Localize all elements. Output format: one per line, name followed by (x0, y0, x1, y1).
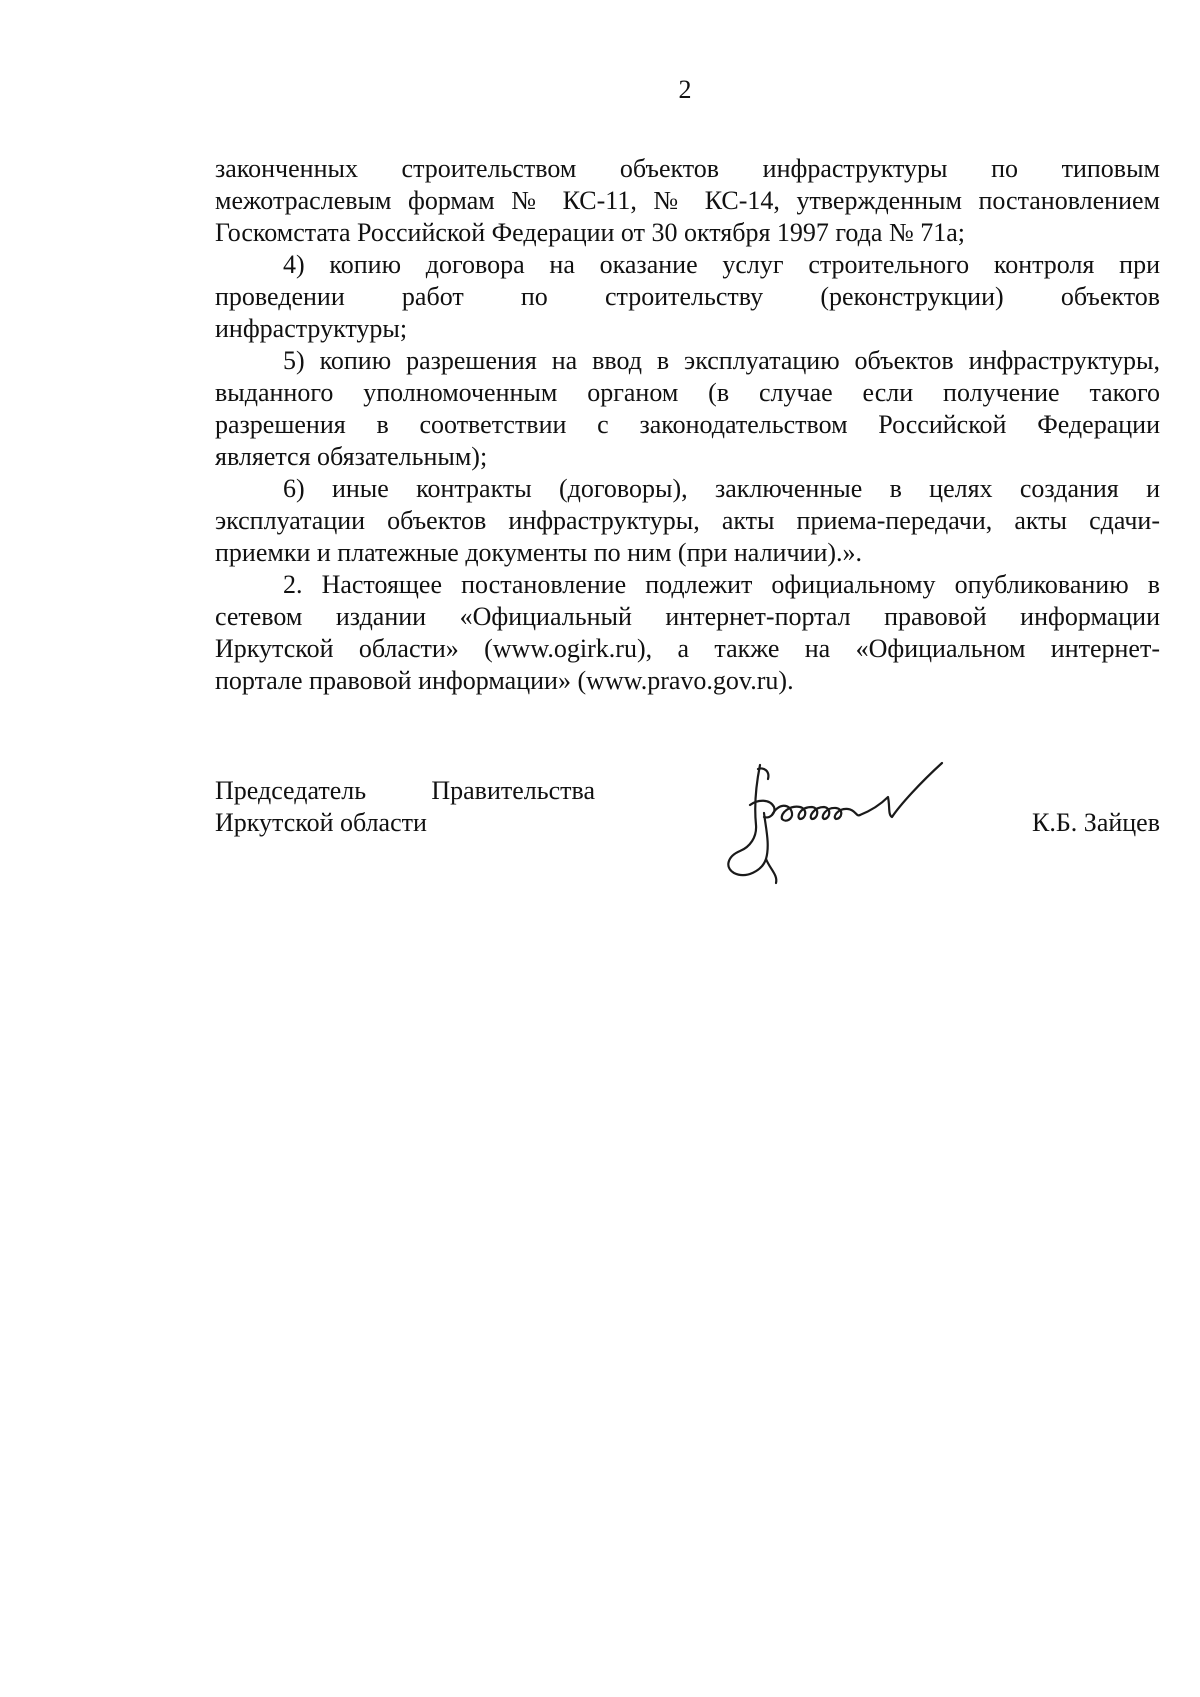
document-body (215, 153, 1160, 697)
text-line: приемки и платежные документы по ним (при наличии).». (215, 538, 863, 567)
paragraph-item-6 (215, 473, 1160, 569)
paragraph-section-2 (215, 569, 1160, 697)
text-line: проведении работ по строительству (реконструкции) объектов (215, 282, 1160, 311)
text-line: Госкомстата Российской Федерации от 30 октября 1997 года № 71а; (215, 218, 966, 247)
text-line: портале правовой информации» (www.pravo.gov.ru). (215, 666, 794, 695)
text-line: сетевом издании «Официальный интернет-портал правовой информации (215, 602, 1160, 631)
paragraph-item-5 (215, 345, 1160, 473)
text-line: законченных строительством объектов инфраструктуры по типовым (215, 154, 1160, 183)
text-line: выданного уполномоченным органом (в случае если получение такого (215, 378, 1160, 407)
text-line: межотраслевым формам № КС-11, № КС-14, утвержденным постановлением (215, 186, 1160, 215)
paragraph-item-4 (215, 249, 1160, 345)
text-line: 4) копию договора на оказание услуг строительного контроля при (283, 250, 1160, 279)
signature-block (215, 775, 1160, 895)
text-line: Иркутской области» (www.ogirk.ru), а также на «Официальном интернет- (215, 634, 1160, 663)
text-line: 6) иные контракты (договоры), заключенные в целях создания и (283, 474, 1160, 503)
text-line: инфраструктуры; (215, 314, 408, 343)
signatory-title-line: Председатель Правительства (215, 776, 595, 805)
paragraph-continuation (215, 153, 1160, 249)
text-line: 5) копию разрешения на ввод в эксплуатацию объектов инфраструктуры, (283, 346, 1160, 375)
handwritten-signature-image (720, 755, 970, 885)
signatory-title (215, 775, 595, 839)
text-line: является обязательным); (215, 442, 488, 471)
text-line: разрешения в соответствии с законодательством Российской Федерации (215, 410, 1160, 439)
signatory-title-line: Иркутской области (215, 808, 427, 837)
page-number: 2 (678, 75, 692, 104)
text-line: эксплуатации объектов инфраструктуры, акты приема-передачи, акты сдачи- (215, 506, 1160, 535)
signatory-name: К.Б. Зайцев (1032, 808, 1160, 837)
text-line: 2. Настоящее постановление подлежит официальному опубликованию в (283, 570, 1160, 599)
